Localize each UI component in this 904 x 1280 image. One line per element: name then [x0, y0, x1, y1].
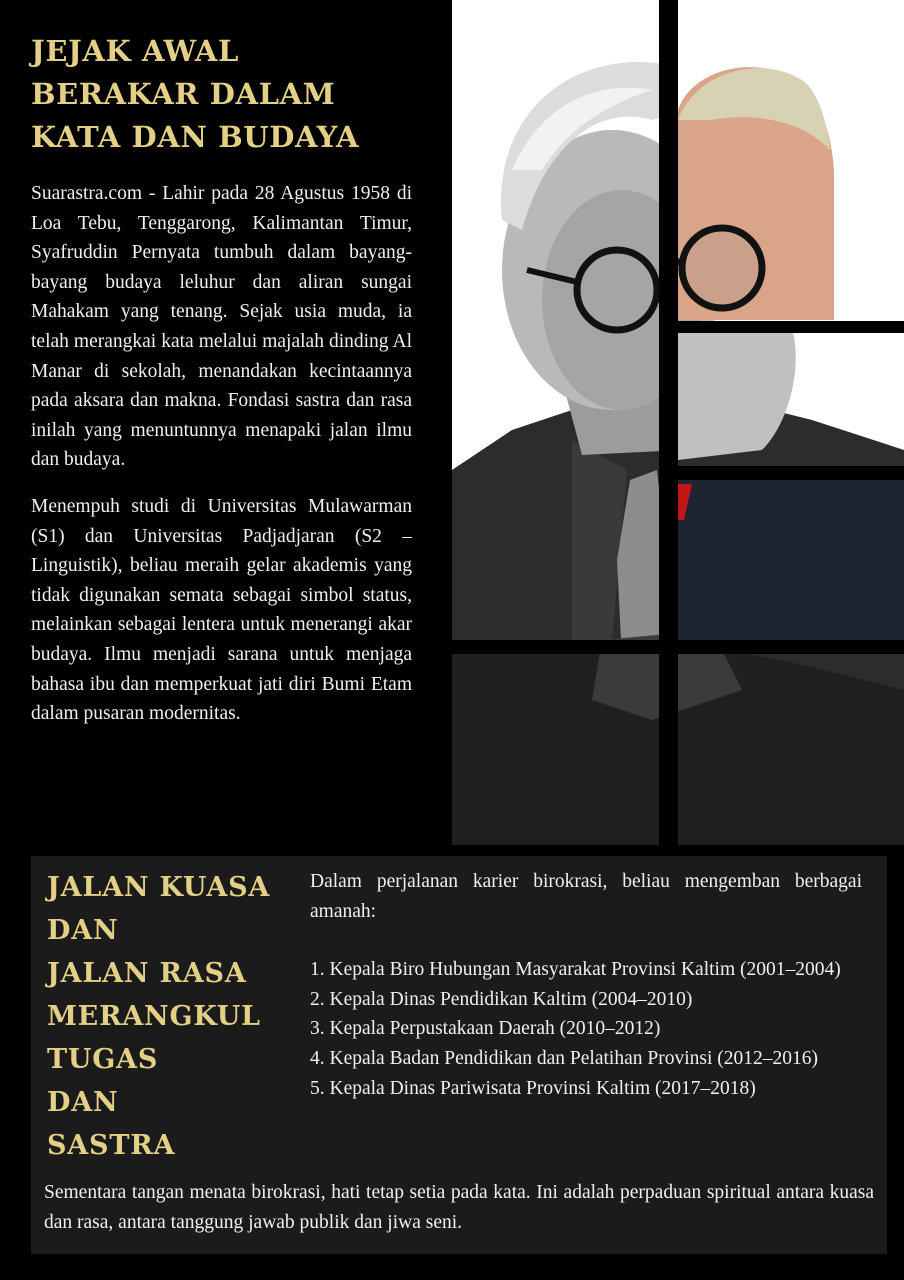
role-list — [310, 955, 862, 1103]
career-details — [310, 867, 862, 1103]
career-heading-line: MERANGKUL — [47, 1001, 261, 1032]
career-heading-line: TUGAS — [47, 1044, 159, 1075]
role-item: 5. Kepala Dinas Pariwisata Provinsi Kaltim (2017–2018) — [310, 1077, 756, 1099]
source-name: Suarastra.com — [31, 183, 143, 204]
role-item: 2. Kepala Dinas Pendidikan Kaltim (2004–2010) — [310, 988, 693, 1010]
career-heading-line: DAN — [47, 915, 119, 946]
intro-column — [31, 30, 412, 729]
page-title: JEJAK AWAL BERAKAR DALAM KATA DAN BUDAYA — [31, 34, 360, 154]
biography-paragraph-1-body: Lahir pada 28 Agustus 1958 di Loa Tebu, Tenggarong, Kalimantan Timur, Syafruddin Pernyata tumbuh dalam bayang-bayang budaya leluhur dan aliran sungai Mahakam yang tenang. Sejak usia muda, ia telah merangkai kata melalui majalah dinding Al Manar di sekolah, menandakan kecintaannya pada aksara dan makna. Fondasi sastra dan rasa inilah yang menuntunnya menapaki jalan ilmu dan budaya. — [31, 183, 412, 471]
role-item: 1. Kepala Biro Hubungan Masyarakat Provinsi Kaltim (2001–2004) — [310, 959, 841, 981]
closing-statement: Sementara tangan menata birokrasi, hati tetap setia pada kata. Ini adalah perpaduan spiritual antara kuasa dan rasa, antara tanggung jawab publik dan jiwa seni. — [44, 1182, 874, 1233]
career-heading — [47, 866, 297, 1167]
source-separator: - — [142, 183, 163, 204]
career-heading-line: DAN — [47, 1087, 119, 1118]
career-panel — [31, 856, 887, 1254]
biography-paragraph-1 — [31, 179, 412, 475]
career-heading-line: SASTRA — [47, 1130, 176, 1161]
role-item: 4. Kepala Badan Pendidikan dan Pelatihan Provinsi (2012–2016) — [310, 1047, 818, 1069]
career-intro: Dalam perjalanan karier birokrasi, beliau mengemban berbagai amanah: — [310, 871, 862, 922]
portrait-photo — [452, 0, 904, 845]
role-item: 3. Kepala Perpustakaan Daerah (2010–2012) — [310, 1018, 661, 1040]
biography-paragraph-2: Menempuh studi di Universitas Mulawarman (S1) dan Universitas Padjadjaran (S2 – Linguistik), beliau meraih gelar akademis yang tidak digunakan semata sebagai simbol status, melainkan sebagai lentera untuk menerangi akar budaya. Ilmu menjadi sarana untuk menjaga bahasa ibu dan memperkuat jati diri Bumi Etam dalam pusaran modernitas. — [31, 495, 412, 725]
career-heading-line: JALAN KUASA — [47, 872, 271, 903]
career-heading-line: JALAN RASA — [47, 958, 247, 989]
